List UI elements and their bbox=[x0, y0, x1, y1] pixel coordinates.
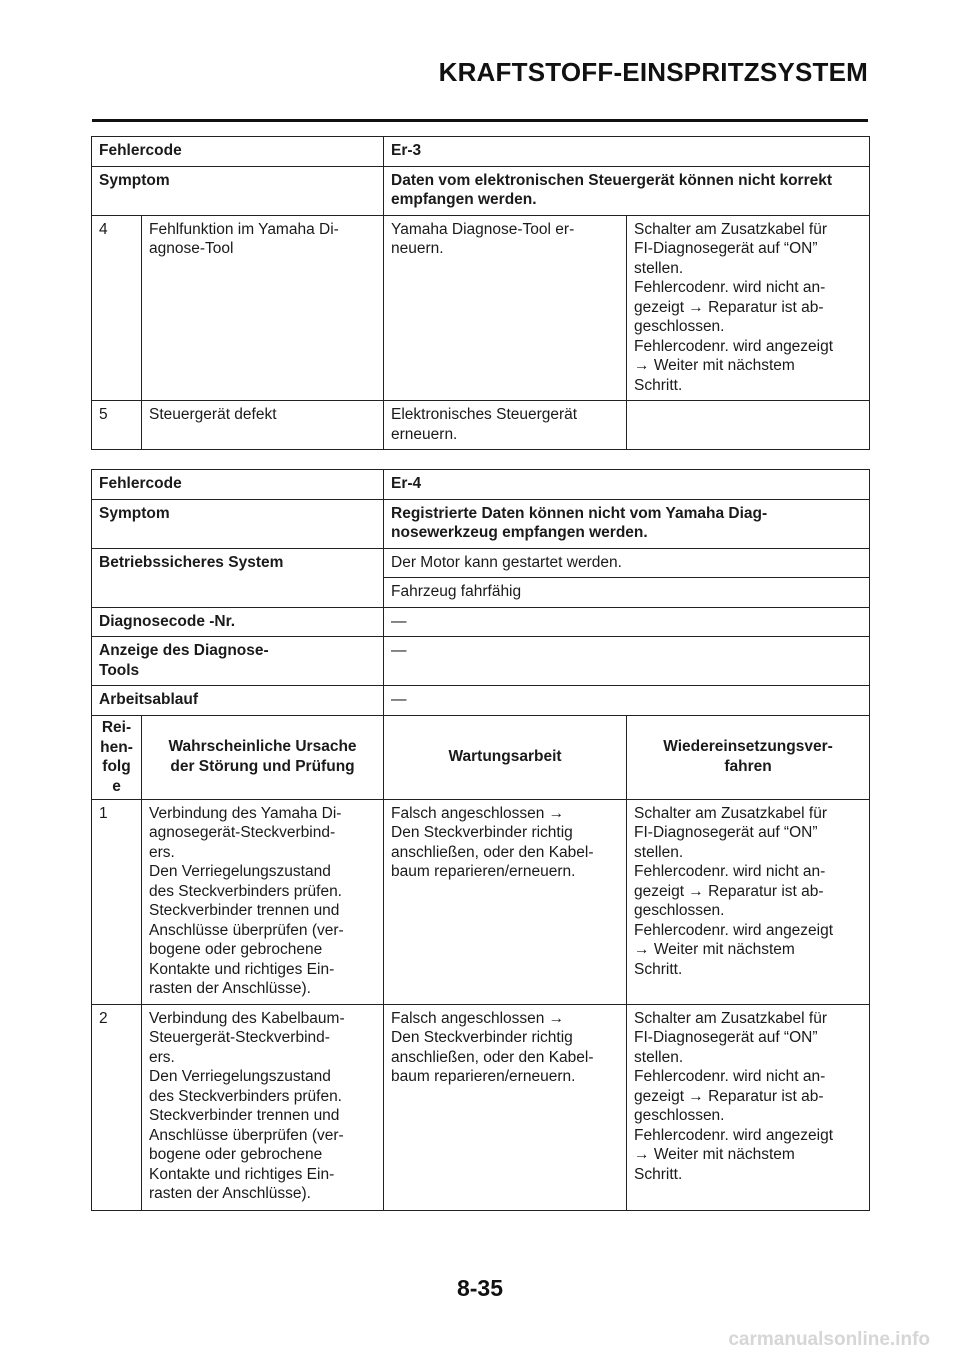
reinstatement-method: Schalter am Zusatzkabel für FI-Diagnosegerät auf “ON” stellen. Fehlercodenr. wird nicht an- gezeigt → Reparatur ist ab- geschlossen. Fehlercodenr. wird angezeigt → Weiter mit nächstem Schritt. bbox=[627, 1004, 870, 1210]
reinstatement-method: Schalter am Zusatzkabel für FI-Diagnosegerät auf “ON” stellen. Fehlercodenr. wird nicht an- gezeigt → Reparatur ist ab- geschlossen. Fehlercodenr. wird angezeigt → Weiter mit nächstem Schritt. bbox=[627, 215, 870, 401]
step-number: 1 bbox=[92, 799, 142, 1004]
probable-cause: Fehlfunktion im Yamaha Di- agnose-Tool bbox=[142, 215, 384, 401]
table-row bbox=[92, 1004, 870, 1210]
maintenance-job: Yamaha Diagnose-Tool er- neuern. bbox=[384, 215, 627, 401]
fault-code-value: Er-4 bbox=[384, 470, 870, 500]
step-number: 4 bbox=[92, 215, 142, 401]
diagnostic-code-label: Diagnosecode -Nr. bbox=[92, 607, 384, 637]
symptom-value: Registrierte Daten können nicht vom Yamaha Diag- nosewerkzeug empfangen werden. bbox=[384, 499, 870, 548]
fail-safe-value: Der Motor kann gestartet werden. bbox=[384, 548, 870, 578]
reinstatement-method: Schalter am Zusatzkabel für FI-Diagnosegerät auf “ON” stellen. Fehlercodenr. wird nicht an- gezeigt → Reparatur ist ab- geschlossen. Fehlercodenr. wird angezeigt → Weiter mit nächstem Schritt. bbox=[627, 799, 870, 1004]
step-number: 2 bbox=[92, 1004, 142, 1210]
fault-table-er4 bbox=[91, 469, 870, 1211]
column-header-work: Wartungsarbeit bbox=[384, 715, 627, 799]
column-header-reinstate: Wiedereinsetzungsver- fahren bbox=[627, 715, 870, 799]
page-number: 8-35 bbox=[456, 1275, 504, 1301]
maintenance-job: Falsch angeschlossen → Den Steckverbinder richtig anschließen, oder den Kabel- baum reparieren/erneuern. bbox=[384, 1004, 627, 1210]
fault-code-label: Fehlercode bbox=[92, 470, 384, 500]
diagnostic-code-value: — bbox=[384, 607, 870, 637]
reinstatement-method bbox=[627, 401, 870, 450]
probable-cause: Verbindung des Kabelbaum- Steuergerät-Steckverbind- ers. Den Verriegelungszustand des Steckverbinders prüfen. Steckverbinder trennen und Anschlüsse überprüfen (ver- bogene oder gebrochene Kontakte und richtiges Ein- rasten der Anschlüsse). bbox=[142, 1004, 384, 1210]
tool-display-value: — bbox=[384, 637, 870, 686]
header-divider bbox=[92, 119, 868, 122]
table-row bbox=[92, 401, 870, 450]
maintenance-job: Elektronisches Steuergerät erneuern. bbox=[384, 401, 627, 450]
maintenance-job: Falsch angeschlossen → Den Steckverbinder richtig anschließen, oder den Kabel- baum reparieren/erneuern. bbox=[384, 799, 627, 1004]
symptom-label: Symptom bbox=[92, 166, 384, 215]
fail-safe-label: Betriebssicheres System bbox=[92, 548, 384, 607]
table-row bbox=[92, 799, 870, 1004]
fault-code-value: Er-3 bbox=[384, 137, 870, 167]
procedure-value: — bbox=[384, 686, 870, 716]
procedure-label: Arbeitsablauf bbox=[92, 686, 384, 716]
column-header-step: Rei- hen- folg e bbox=[92, 715, 142, 799]
fault-code-label: Fehlercode bbox=[92, 137, 384, 167]
column-header-row bbox=[92, 715, 870, 799]
tool-display-label: Anzeige des Diagnose- Tools bbox=[92, 637, 384, 686]
table-row bbox=[92, 215, 870, 401]
symptom-value: Daten vom elektronischen Steuergerät können nicht korrekt empfangen werden. bbox=[384, 166, 870, 215]
probable-cause: Steuergerät defekt bbox=[142, 401, 384, 450]
symptom-label: Symptom bbox=[92, 499, 384, 548]
step-number: 5 bbox=[92, 401, 142, 450]
page-title: KRAFTSTOFF-EINSPRITZSYSTEM bbox=[438, 57, 868, 87]
fail-safe-value: Fahrzeug fahrfähig bbox=[384, 578, 870, 608]
column-header-cause: Wahrscheinliche Ursache der Störung und Prüfung bbox=[142, 715, 384, 799]
watermark: carmanualsonline.info bbox=[728, 1329, 930, 1350]
fault-table-er3 bbox=[91, 136, 870, 450]
probable-cause: Verbindung des Yamaha Di- agnosegerät-Steckverbind- ers. Den Verriegelungszustand des Steckverbinders prüfen. Steckverbinder trennen und Anschlüsse überprüfen (ver- bogene oder gebrochene Kontakte und richtiges Ein- rasten der Anschlüsse). bbox=[142, 799, 384, 1004]
